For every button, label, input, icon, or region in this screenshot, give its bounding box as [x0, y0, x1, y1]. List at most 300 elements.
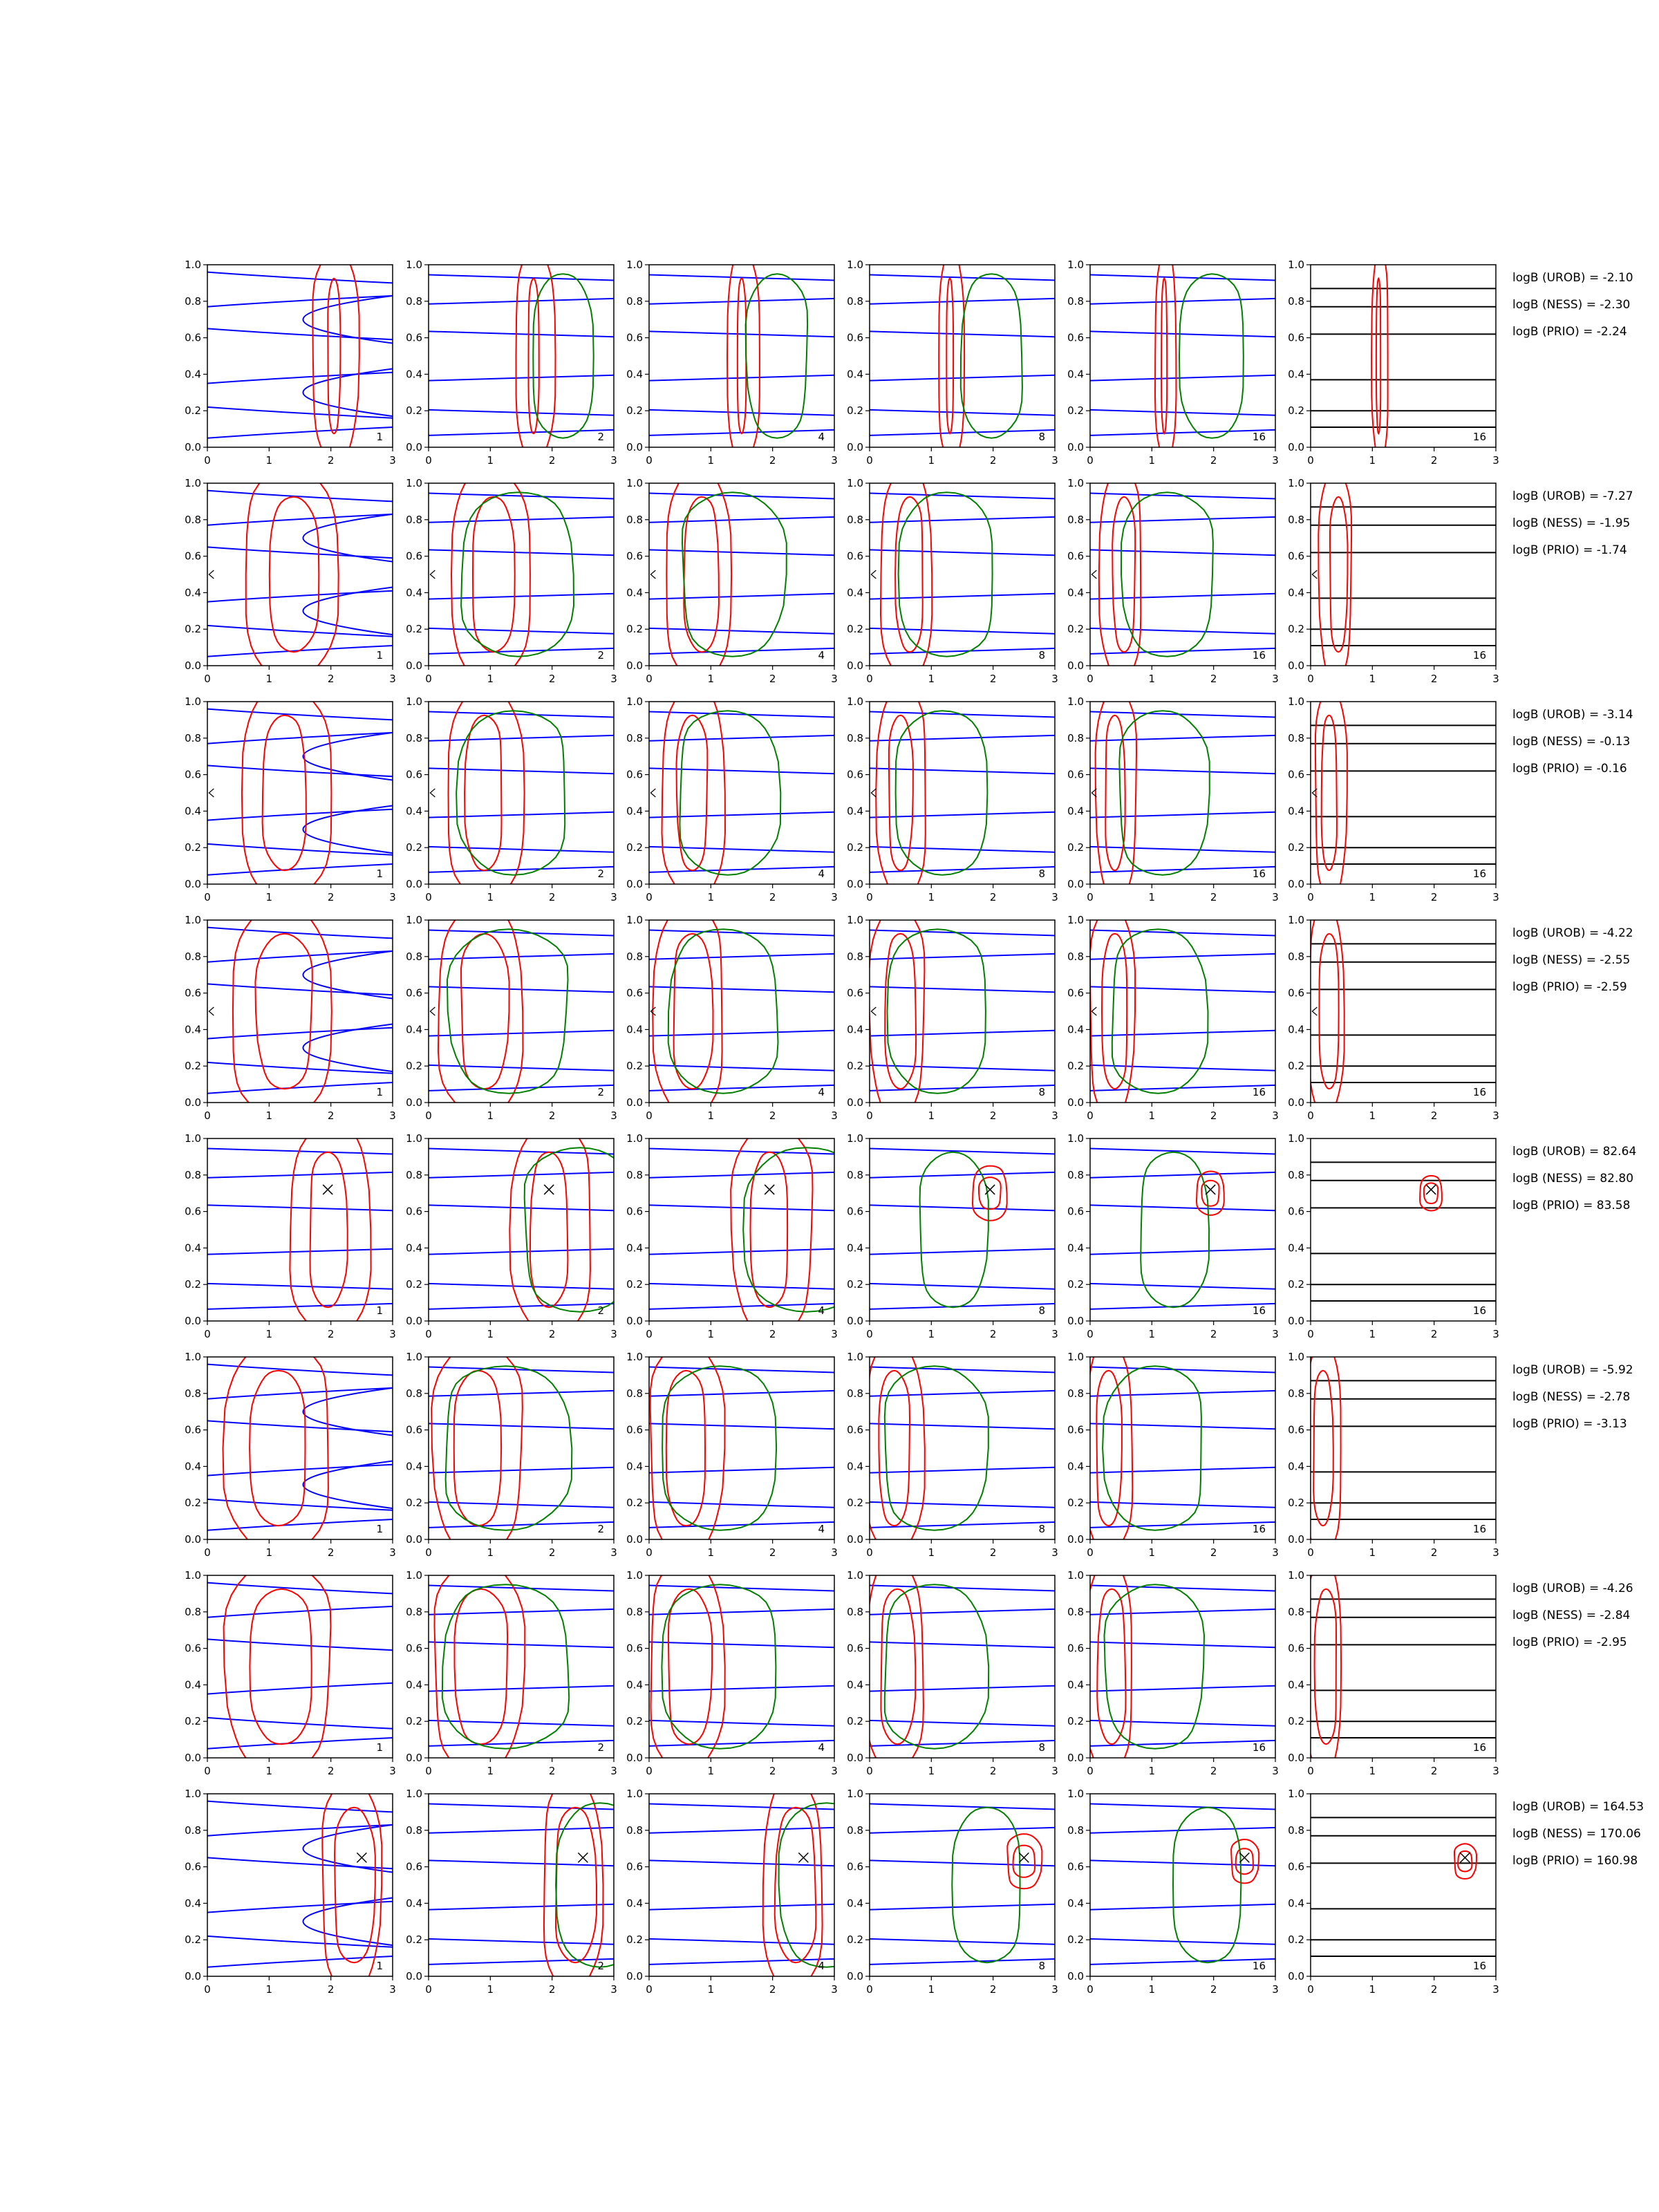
y-tick-label: 0.0 — [626, 1970, 643, 1983]
panel-r2-c6 — [1288, 474, 1499, 685]
y-tick-label: 0.8 — [626, 950, 643, 963]
column-label: 8 — [1038, 649, 1045, 662]
constraint-line — [870, 1304, 1055, 1309]
constraint-line — [1090, 847, 1275, 852]
y-tick-label: 0.0 — [406, 878, 422, 890]
constraint-line — [870, 648, 1055, 654]
y-tick-label: 0.0 — [1067, 1096, 1084, 1109]
y-tick-label: 0.0 — [1067, 441, 1084, 453]
panel-r6-c4 — [847, 1348, 1058, 1559]
panel-r7-c5 — [1067, 1566, 1279, 1777]
axes-frame — [649, 1357, 834, 1539]
column-label: 2 — [597, 649, 604, 662]
constraint-line — [207, 591, 393, 602]
column-label: 4 — [818, 1523, 825, 1535]
constraint-line — [429, 867, 614, 872]
constraint-line — [1090, 1031, 1275, 1036]
x-tick-label: 1 — [487, 1765, 494, 1777]
red-contour-outer — [876, 693, 926, 893]
constraint-line — [649, 1031, 834, 1036]
y-tick-label: 0.6 — [847, 1860, 863, 1873]
constraint-line — [207, 646, 393, 657]
constraint-line — [1090, 986, 1275, 992]
constraint-line — [429, 275, 614, 281]
y-tick-label: 0.0 — [185, 1752, 201, 1764]
y-tick-label: 0.8 — [1288, 1387, 1304, 1400]
y-tick-label: 0.4 — [847, 805, 863, 818]
x-tick-label: 1 — [707, 1983, 715, 1996]
panel-r3-c5 — [1067, 693, 1279, 903]
column-label: 16 — [1252, 1960, 1266, 1972]
constraint-line — [429, 1904, 614, 1910]
panel-r1-c5 — [1067, 256, 1279, 467]
x-tick-label: 2 — [989, 1546, 997, 1559]
column-label: 2 — [597, 1304, 604, 1317]
x-tick-label: 0 — [1307, 1765, 1314, 1777]
constraint-line — [870, 410, 1055, 415]
x-tick-label: 0 — [866, 454, 873, 467]
constraint-line — [649, 1172, 834, 1178]
x-tick-label: 0 — [866, 1546, 873, 1559]
y-tick-label: 0.8 — [626, 1387, 643, 1400]
y-tick-label: 0.6 — [406, 768, 422, 781]
red-contour-inner — [775, 1808, 816, 1962]
y-tick-label: 0.4 — [847, 1897, 863, 1910]
plot-area — [1090, 474, 1275, 675]
red-contour-outer — [246, 474, 339, 675]
constraint-line — [429, 628, 614, 634]
constraint-line — [649, 1468, 834, 1473]
constraint-line — [207, 1606, 393, 1618]
y-tick-label: 0.0 — [847, 441, 863, 453]
y-tick-label: 0.4 — [1288, 1897, 1304, 1910]
y-tick-label: 0.2 — [185, 623, 201, 636]
axes-frame — [870, 1575, 1055, 1758]
y-tick-label: 1.0 — [185, 259, 201, 271]
constraint-line — [207, 1421, 393, 1432]
column-label: 4 — [818, 431, 825, 443]
y-tick-label: 0.8 — [185, 513, 201, 526]
y-tick-label: 0.0 — [185, 441, 201, 453]
constraint-line — [429, 410, 614, 415]
panel-r4-c3 — [626, 911, 838, 1122]
x-tick-label: 3 — [1272, 454, 1279, 467]
x-tick-label: 3 — [1492, 1765, 1499, 1777]
column-label: 4 — [818, 1304, 825, 1317]
plot-area — [429, 1348, 614, 1548]
y-tick-label: 0.0 — [1288, 878, 1304, 890]
y-tick-label: 0.0 — [1067, 659, 1084, 672]
y-tick-label: 0.0 — [626, 659, 643, 672]
y-tick-label: 0.2 — [185, 404, 201, 418]
panel-r7-c1 — [185, 1566, 396, 1777]
y-tick-label: 1.0 — [1288, 1132, 1304, 1145]
constraint-line — [207, 1683, 393, 1694]
true-point-marker — [1460, 1853, 1470, 1862]
x-tick-label: 3 — [1272, 1546, 1279, 1559]
panel-r2-c5 — [1067, 474, 1279, 685]
constraint-line — [207, 296, 393, 307]
panel-r2-c2 — [406, 474, 617, 685]
y-tick-label: 1.0 — [185, 695, 201, 708]
constraint-line — [870, 1828, 1055, 1833]
constraint-line — [870, 550, 1055, 555]
x-tick-label: 0 — [204, 1109, 211, 1122]
y-tick-label: 0.8 — [1288, 1605, 1304, 1618]
y-tick-label: 0.6 — [406, 1205, 422, 1218]
constraint-line — [207, 1249, 393, 1255]
x-tick-label: 3 — [389, 673, 396, 685]
x-tick-label: 0 — [866, 891, 873, 903]
y-tick-label: 0.6 — [626, 986, 643, 1000]
y-tick-label: 0.8 — [1288, 731, 1304, 744]
y-tick-label: 0.2 — [1288, 404, 1304, 418]
y-tick-label: 0.2 — [626, 404, 643, 418]
constraint-line — [870, 375, 1055, 381]
constraint-line — [649, 1686, 834, 1691]
x-tick-label: 3 — [1051, 1109, 1058, 1122]
x-tick-label: 0 — [425, 1546, 432, 1559]
y-tick-label: 1.0 — [1288, 1351, 1304, 1363]
x-tick-label: 0 — [425, 891, 432, 903]
panel-r3-c1 — [185, 693, 396, 903]
axes-frame — [1311, 702, 1496, 884]
red-contour-outer — [290, 1130, 371, 1330]
y-tick-label: 0.0 — [406, 1970, 422, 1983]
x-tick-label: 0 — [646, 454, 653, 467]
y-tick-label: 1.0 — [626, 1132, 643, 1145]
y-tick-label: 0.4 — [1067, 805, 1084, 818]
red-contour-outer — [509, 1130, 590, 1330]
y-tick-label: 0.2 — [626, 623, 643, 636]
y-tick-label: 0.2 — [185, 1278, 201, 1291]
y-tick-label: 0.0 — [406, 1315, 422, 1327]
y-tick-label: 0.4 — [406, 1460, 422, 1473]
constraint-line — [207, 1284, 393, 1289]
edge-marker — [1091, 1007, 1096, 1015]
constraint-line — [429, 594, 614, 599]
y-tick-label: 0.8 — [626, 1824, 643, 1837]
y-tick-label: 0.0 — [847, 1752, 863, 1764]
y-tick-label: 0.6 — [1067, 1860, 1084, 1873]
constraint-line — [870, 1172, 1055, 1178]
x-tick-label: 3 — [389, 1546, 396, 1559]
y-tick-label: 0.4 — [847, 586, 863, 599]
constraint-line — [870, 1149, 1055, 1154]
column-label: 16 — [1252, 1304, 1266, 1317]
red-contour-inner — [1236, 1848, 1253, 1874]
constraint-line — [1090, 1149, 1275, 1154]
y-tick-label: 1.0 — [406, 259, 422, 271]
x-tick-label: 2 — [548, 1983, 556, 1996]
y-tick-label: 0.6 — [626, 550, 643, 563]
y-tick-label: 0.2 — [847, 841, 863, 854]
true-point-marker — [544, 1185, 554, 1194]
plot-area — [1090, 1149, 1275, 1309]
axes-frame — [1311, 1138, 1496, 1321]
edge-marker — [871, 1007, 876, 1015]
edge-marker — [1091, 570, 1096, 579]
y-tick-label: 0.4 — [626, 1460, 643, 1473]
logb-value: logB (UROB) = -4.22 — [1512, 926, 1633, 940]
x-tick-label: 1 — [265, 1546, 273, 1559]
red-contour-outer — [666, 474, 731, 675]
x-tick-label: 1 — [1369, 1328, 1376, 1340]
y-tick-label: 1.0 — [1288, 259, 1304, 271]
x-tick-label: 0 — [204, 1328, 211, 1340]
constraint-line — [870, 517, 1055, 523]
y-tick-label: 0.6 — [1288, 1642, 1304, 1655]
logb-value: logB (NESS) = -2.78 — [1512, 1390, 1631, 1404]
constraint-line — [207, 427, 393, 438]
y-tick-label: 0.4 — [185, 368, 201, 381]
y-tick-label: 0.8 — [1288, 1168, 1304, 1181]
y-tick-label: 0.4 — [626, 1023, 643, 1036]
x-tick-label: 2 — [327, 673, 335, 685]
edge-marker — [430, 789, 435, 797]
x-tick-label: 2 — [769, 891, 776, 903]
panel-r8-c4 — [847, 1788, 1058, 1996]
constraint-line — [207, 709, 393, 720]
x-tick-label: 2 — [548, 1546, 556, 1559]
constraint-line — [649, 1939, 834, 1944]
constraint-line — [1090, 1939, 1275, 1944]
y-tick-label: 0.8 — [406, 513, 422, 526]
x-tick-label: 1 — [707, 454, 715, 467]
x-tick-label: 0 — [425, 1765, 432, 1777]
x-tick-label: 1 — [1148, 1328, 1156, 1340]
y-tick-label: 0.0 — [185, 1315, 201, 1327]
axes-frame — [429, 920, 614, 1103]
x-tick-label: 0 — [646, 1983, 653, 1996]
axes-frame — [429, 1794, 614, 1976]
y-tick-label: 1.0 — [1067, 1569, 1084, 1582]
column-label: 16 — [1472, 1086, 1486, 1098]
constraint-line — [870, 768, 1055, 774]
y-tick-label: 1.0 — [847, 1132, 863, 1145]
y-tick-label: 0.8 — [1067, 731, 1084, 744]
x-tick-label: 0 — [204, 1983, 211, 1996]
x-tick-label: 2 — [1210, 891, 1217, 903]
logb-value: logB (UROB) = -5.92 — [1512, 1363, 1633, 1377]
y-tick-label: 1.0 — [1067, 477, 1084, 489]
constraint-line — [649, 735, 834, 741]
y-tick-label: 0.4 — [406, 586, 422, 599]
x-tick-label: 2 — [327, 891, 335, 903]
y-tick-label: 0.8 — [185, 1168, 201, 1181]
column-label: 16 — [1472, 868, 1486, 880]
constraint-line — [649, 648, 834, 654]
y-tick-label: 0.0 — [626, 1096, 643, 1109]
x-tick-label: 2 — [1210, 1983, 1217, 1996]
y-tick-label: 0.2 — [185, 1715, 201, 1728]
x-tick-label: 1 — [1148, 454, 1156, 467]
constraint-line — [870, 847, 1055, 852]
x-tick-label: 0 — [204, 1546, 211, 1559]
x-tick-label: 1 — [928, 1109, 935, 1122]
edge-marker — [209, 1007, 214, 1015]
constraint-line — [207, 373, 393, 384]
panel-r4-c5 — [1067, 911, 1279, 1122]
x-tick-label: 0 — [1307, 1983, 1314, 1996]
y-tick-label: 0.0 — [1288, 1315, 1304, 1327]
axes-frame — [1311, 483, 1496, 666]
y-tick-label: 1.0 — [185, 477, 201, 489]
y-tick-label: 0.0 — [1067, 878, 1084, 890]
y-tick-label: 0.6 — [847, 331, 863, 344]
y-tick-label: 1.0 — [626, 259, 643, 271]
y-tick-label: 0.6 — [185, 1205, 201, 1218]
x-tick-label: 3 — [389, 1328, 396, 1340]
plot-area — [429, 474, 614, 675]
column-label: 16 — [1472, 1960, 1486, 1972]
y-tick-label: 1.0 — [847, 1788, 863, 1800]
edge-marker — [871, 570, 876, 579]
y-tick-label: 0.6 — [1067, 768, 1084, 781]
column-label: 16 — [1252, 649, 1266, 662]
logb-value: logB (UROB) = 164.53 — [1512, 1800, 1644, 1814]
x-tick-label: 2 — [1430, 1109, 1438, 1122]
y-tick-label: 0.2 — [1067, 1060, 1084, 1073]
constraint-line — [207, 328, 393, 339]
constraint-line — [429, 1468, 614, 1473]
y-tick-label: 1.0 — [626, 1569, 643, 1582]
y-tick-label: 0.2 — [1067, 1715, 1084, 1728]
y-tick-label: 0.4 — [406, 1897, 422, 1910]
x-tick-label: 3 — [389, 454, 396, 467]
edge-marker — [430, 1007, 435, 1015]
y-tick-label: 0.8 — [1288, 1824, 1304, 1837]
x-tick-label: 3 — [1272, 1328, 1279, 1340]
panel-r7-c4 — [847, 1566, 1058, 1777]
panel-r6-c1 — [185, 1348, 396, 1559]
plot-area — [1090, 911, 1275, 1112]
x-tick-label: 0 — [646, 891, 653, 903]
constraint-line — [1090, 1284, 1275, 1289]
y-tick-label: 0.8 — [406, 731, 422, 744]
x-tick-label: 1 — [487, 1983, 494, 1996]
constraint-line — [1090, 1686, 1275, 1691]
x-tick-label: 1 — [1369, 1546, 1376, 1559]
y-tick-label: 1.0 — [847, 914, 863, 926]
y-tick-label: 0.4 — [406, 368, 422, 381]
red-contour-inner — [1013, 1846, 1035, 1877]
column-label: 4 — [818, 649, 825, 662]
y-tick-label: 0.0 — [847, 659, 863, 672]
constraint-line — [1090, 1065, 1275, 1071]
y-tick-label: 0.0 — [847, 1970, 863, 1983]
y-tick-label: 0.4 — [1288, 1241, 1304, 1255]
plot-area — [207, 911, 393, 1112]
logb-value: logB (NESS) = -2.55 — [1512, 953, 1631, 967]
y-tick-label: 0.2 — [847, 1060, 863, 1073]
x-tick-label: 2 — [989, 454, 997, 467]
y-tick-label: 0.8 — [847, 513, 863, 526]
y-tick-label: 0.4 — [1067, 1023, 1084, 1036]
column-label: 1 — [376, 649, 383, 662]
x-tick-label: 2 — [769, 1983, 776, 1996]
column-label: 16 — [1252, 431, 1266, 443]
y-tick-label: 0.6 — [1288, 331, 1304, 344]
red-contour-outer — [233, 911, 332, 1112]
x-tick-label: 1 — [1369, 1109, 1376, 1122]
constraint-line — [870, 494, 1055, 499]
y-tick-label: 0.4 — [1288, 1023, 1304, 1036]
y-tick-label: 0.4 — [1067, 1241, 1084, 1255]
y-tick-label: 0.0 — [626, 1533, 643, 1546]
y-tick-label: 1.0 — [406, 695, 422, 708]
y-tick-label: 0.6 — [185, 550, 201, 563]
column-label: 2 — [597, 1523, 604, 1535]
constraint-line — [429, 1249, 614, 1255]
y-tick-label: 0.2 — [847, 1497, 863, 1510]
constraint-line — [207, 1902, 393, 1913]
x-tick-label: 1 — [707, 891, 715, 903]
y-tick-label: 1.0 — [847, 1351, 863, 1363]
y-tick-label: 1.0 — [1288, 1788, 1304, 1800]
plot-area — [870, 693, 1055, 893]
y-tick-label: 0.6 — [1067, 1205, 1084, 1218]
axes-frame — [207, 265, 393, 447]
y-tick-label: 0.6 — [847, 1642, 863, 1655]
constraint-line — [870, 1423, 1055, 1429]
x-tick-label: 1 — [1148, 1983, 1156, 1996]
x-tick-label: 0 — [1087, 1109, 1094, 1122]
red-contour-inner — [310, 1152, 348, 1307]
constraint-line — [649, 1249, 834, 1255]
y-tick-label: 0.0 — [406, 1533, 422, 1546]
x-tick-label: 2 — [548, 1328, 556, 1340]
x-tick-label: 3 — [831, 1983, 838, 1996]
constraint-line — [429, 1721, 614, 1726]
y-tick-label: 0.4 — [1067, 368, 1084, 381]
panel-r3-c6 — [1288, 693, 1499, 903]
true-point-marker — [765, 1185, 774, 1194]
constraint-line — [207, 809, 393, 821]
y-tick-label: 1.0 — [1067, 259, 1084, 271]
y-tick-label: 0.6 — [185, 331, 201, 344]
y-tick-label: 0.8 — [406, 1824, 422, 1837]
panel-r3-c2 — [406, 693, 617, 903]
constraint-line — [429, 1741, 614, 1746]
panel-r6-c6 — [1288, 1348, 1499, 1559]
y-tick-label: 0.4 — [847, 1023, 863, 1036]
constraint-line — [870, 275, 1055, 281]
x-tick-label: 3 — [831, 454, 838, 467]
x-tick-label: 1 — [265, 891, 273, 903]
y-tick-label: 0.6 — [847, 1205, 863, 1218]
x-tick-label: 0 — [866, 1109, 873, 1122]
y-tick-label: 1.0 — [406, 477, 422, 489]
x-tick-label: 1 — [1369, 1983, 1376, 1996]
constraint-line — [429, 430, 614, 435]
constraint-line — [649, 847, 834, 852]
panel-r6-c2 — [406, 1348, 617, 1559]
constraint-line — [1090, 1391, 1275, 1396]
x-tick-label: 3 — [610, 673, 617, 685]
plot-area — [207, 474, 393, 675]
x-tick-label: 2 — [548, 1765, 556, 1777]
x-tick-label: 3 — [389, 1109, 396, 1122]
column-label: 8 — [1038, 1523, 1045, 1535]
constraint-line — [870, 1205, 1055, 1210]
x-tick-label: 2 — [989, 1765, 997, 1777]
y-tick-label: 0.0 — [1288, 1096, 1304, 1109]
constraint-line — [870, 1939, 1055, 1944]
y-tick-label: 0.8 — [1288, 294, 1304, 308]
y-tick-label: 0.6 — [1067, 1423, 1084, 1436]
y-tick-label: 0.2 — [626, 1060, 643, 1073]
